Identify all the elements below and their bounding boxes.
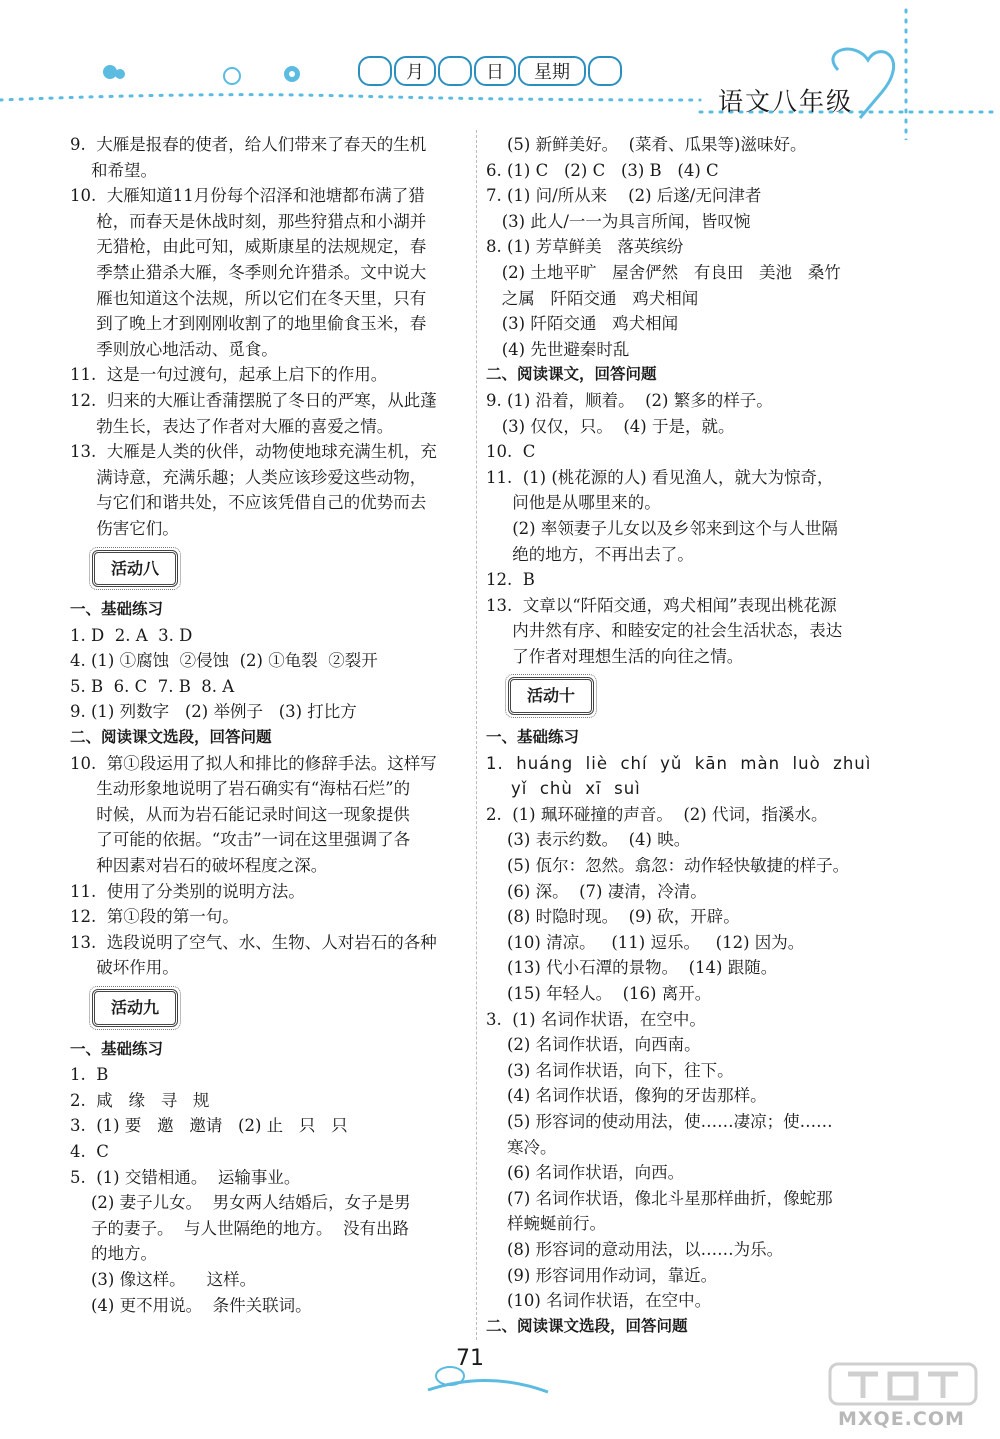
flower-icon bbox=[224, 68, 240, 84]
answer-line: (2) 率领妻子儿女以及乡邻来到这个与人世隔 bbox=[486, 518, 838, 538]
answer-line: 13. 大雁是人类的伙伴，动物使地球充满生机，充 bbox=[70, 442, 437, 462]
answer-line: 雁也知道这个法规，所以它们在冬天里，只有 bbox=[70, 288, 427, 308]
answer-line: 5. B 6. C 7. B 8. A bbox=[70, 676, 235, 696]
answer-line: 满诗意，充满乐趣；人类应该珍爱这些动物， bbox=[70, 467, 427, 487]
answer-line: 13. 选段说明了空气、水、生物、人对岩石的各种 bbox=[70, 932, 437, 952]
grade-title: 语文八年级 bbox=[718, 87, 854, 116]
left-column bbox=[70, 132, 468, 1318]
day-label: 日 bbox=[474, 56, 516, 86]
answer-line: 和希望。 bbox=[70, 160, 157, 180]
section-heading: 一、基础练习 bbox=[486, 728, 580, 747]
answer-line: 季则放心地活动、觅食。 bbox=[70, 339, 278, 359]
answer-line: 4. C bbox=[70, 1141, 109, 1161]
answer-line: (10) 名词作状语，在空中。 bbox=[486, 1291, 712, 1311]
answer-line: 样蜿蜒前行。 bbox=[486, 1214, 606, 1234]
answer-line: (8) 时隐时现。 (9) 砍，开辟。 bbox=[486, 907, 740, 927]
answer-line: (6) 名词作状语，向西。 bbox=[486, 1163, 685, 1183]
answer-line: (8) 形容词的意动用法，以……为乐。 bbox=[486, 1239, 784, 1259]
answer-line: 10. 第①段运用了拟人和排比的修辞手法。这样写 bbox=[70, 753, 437, 773]
answer-line: (5) 形容词的使动用法，使……凄凉；使…… bbox=[486, 1111, 833, 1131]
answer-line: 内井然有序、和睦安定的社会生活状态，表达 bbox=[486, 621, 843, 641]
answer-line: 13. 文章以“阡陌交通，鸡犬相闻”表现出桃花源 bbox=[486, 595, 837, 615]
answer-line: 无猎枪，由此可知，威斯康星的法规规定，春 bbox=[70, 237, 427, 257]
answer-line: 2. 咸 缘 寻 规 bbox=[70, 1090, 210, 1110]
activity-badge-row bbox=[486, 669, 886, 725]
answer-line: 7. (1) 问/所从来 (2) 后遂/无问津者 bbox=[486, 186, 762, 206]
answer-line: 10. C bbox=[486, 442, 536, 462]
answer-line: (6) 深。 (7) 凄清，冷清。 bbox=[486, 881, 707, 901]
answer-line: (5) 佤尔：忽然。翕忽：动作轻快敏捷的样子。 bbox=[486, 856, 850, 876]
answer-line: (4) 先世避秦时乱 bbox=[486, 339, 630, 359]
answer-line: (3) 阡陌交通 鸡犬相闻 bbox=[486, 314, 679, 334]
flower-icon bbox=[103, 65, 125, 79]
answer-line: 5. (1) 交错相通。 运输事业。 bbox=[70, 1167, 301, 1187]
answer-line: 与它们和谐共处，不应该凭借自己的优势而去 bbox=[70, 493, 427, 513]
activity-badge-row bbox=[70, 542, 468, 598]
answer-line: 时候，从而为岩石能记录时间这一现象提供 bbox=[70, 804, 410, 824]
page-header bbox=[0, 0, 1000, 140]
answer-line: 了可能的依据。“攻击”一词在这里强调了各 bbox=[70, 830, 411, 850]
answer-line: (7) 名词作状语，像北斗星那样曲折，像蛇那 bbox=[486, 1188, 833, 1208]
answer-line: 1. D 2. A 3. D bbox=[70, 625, 193, 645]
date-bar bbox=[358, 56, 622, 86]
answer-line: (4) 更不用说。 条件关联词。 bbox=[70, 1295, 312, 1315]
answer-line: (2) 名词作状语，向西南。 bbox=[486, 1035, 701, 1055]
answer-line: 破坏作用。 bbox=[70, 958, 179, 978]
answer-line: yǐ chù xī suì bbox=[486, 779, 641, 799]
answer-line: 季禁止猎杀大雁，冬季则允许猎杀。文中说大 bbox=[70, 262, 427, 282]
answer-line: 12. B bbox=[486, 570, 535, 590]
answer-line: (2) 妻子儿女。 男女两人结婚后，女子是男 bbox=[70, 1193, 411, 1213]
answer-line: 伤害它们。 bbox=[70, 518, 179, 538]
answer-line: 生动形象地说明了岩石确实有“海枯石烂”的 bbox=[70, 779, 411, 799]
answer-line: 了作者对理想生活的向往之情。 bbox=[486, 646, 744, 666]
answer-line: (2) 土地平旷 屋舍俨然 有良田 美池 桑竹 bbox=[486, 262, 841, 282]
section-heading: 一、基础练习 bbox=[70, 1039, 164, 1058]
answer-line: (3) 表示约数。 (4) 映。 bbox=[486, 830, 691, 850]
answer-line: 4. (1) ①腐蚀 ②侵蚀 (2) ①龟裂 ②裂开 bbox=[70, 651, 378, 671]
section-heading: 二、阅读课文，回答问题 bbox=[486, 365, 657, 384]
answer-line: (13) 代小石潭的景物。 (14) 跟随。 bbox=[486, 958, 778, 978]
answer-line: 的地方。 bbox=[70, 1244, 157, 1264]
page-number-swoosh bbox=[418, 1350, 558, 1400]
answer-line: (4) 名词作状语，像狗的牙齿那样。 bbox=[486, 1086, 767, 1106]
answer-line: (3) 名词作状语，向下，往下。 bbox=[486, 1060, 734, 1080]
answer-line: 子的妻子。 与人世隔绝的地方。 没有出路 bbox=[70, 1218, 409, 1238]
date-blank bbox=[588, 56, 622, 86]
answer-line: 9. 大雁是报春的使者，给人们带来了春天的生机 bbox=[70, 135, 427, 154]
section-heading: 二、阅读课文选段，回答问题 bbox=[486, 1316, 688, 1335]
answer-line: 勃生长，表达了作者对大雁的喜爱之情。 bbox=[70, 416, 394, 436]
answer-line: (3) 像这样。 这样。 bbox=[70, 1269, 257, 1289]
answer-line: 寒冷。 bbox=[486, 1137, 557, 1157]
date-blank bbox=[438, 56, 472, 86]
answer-line: 8. (1) 芳草鲜美 落英缤纷 bbox=[486, 237, 684, 257]
answer-line: 枪，而春天是休战时刻，那些狩猎点和小湖并 bbox=[70, 211, 427, 231]
date-blank bbox=[358, 56, 392, 86]
answer-line: 11. 这是一句过渡句，起承上启下的作用。 bbox=[70, 365, 388, 385]
flower-icon bbox=[284, 66, 300, 82]
activity-badge: 活动九 bbox=[92, 989, 178, 1027]
answer-line: 11. (1) (桃花源的人) 看见渔人，就大为惊奇， bbox=[486, 467, 834, 487]
right-column bbox=[486, 132, 886, 1339]
answer-line: (15) 年轻人。 (16) 离开。 bbox=[486, 984, 712, 1003]
answer-line: (3) 仅仅，只。 (4) 于是，就。 bbox=[486, 416, 735, 436]
section-heading: 二、阅读课文选段，回答问题 bbox=[70, 728, 272, 747]
answer-line: (10) 清凉。 (11) 逗乐。 (12) 因为。 bbox=[486, 932, 805, 952]
answer-line: 种因素对岩石的破坏程度之深。 bbox=[70, 856, 328, 876]
answer-line: (5) 新鲜美好。 (菜肴、瓜果等)滋味好。 bbox=[486, 135, 807, 154]
activity-badge: 活动八 bbox=[92, 550, 178, 588]
column-divider bbox=[476, 130, 477, 1340]
answer-line: (3) 此人/一一为具言所闻，皆叹惋 bbox=[486, 211, 751, 231]
watermark-text: MXQE.COM bbox=[838, 1408, 965, 1430]
answer-line: 9. (1) 沿着，顺着。 (2) 繁多的样子。 bbox=[486, 390, 773, 410]
activity-badge-row bbox=[70, 981, 468, 1037]
answer-line: 3. (1) 要 邀 邀请 (2) 止 只 只 bbox=[70, 1116, 348, 1136]
answer-line: 绝的地方，不再出去了。 bbox=[486, 544, 694, 564]
answer-line: 6. (1) C (2) C (3) B (4) C bbox=[486, 160, 719, 180]
answer-line: 到了晚上才到刚刚收割了的地里偷食玉米，春 bbox=[70, 314, 427, 334]
section-heading: 一、基础练习 bbox=[70, 600, 164, 619]
answer-line: 1. B bbox=[70, 1065, 109, 1085]
answer-line: 1. huáng liè chí yǔ kān màn luò zhuì bbox=[486, 753, 872, 773]
answer-line: 12. 第①段的第一句。 bbox=[70, 907, 239, 927]
answer-line: 3. (1) 名词作状语，在空中。 bbox=[486, 1009, 706, 1029]
answer-line: 问他是从哪里来的。 bbox=[486, 493, 661, 513]
answer-line: 9. (1) 列数字 (2) 举例子 (3) 打比方 bbox=[70, 702, 357, 722]
answer-line: 11. 使用了分类别的说明方法。 bbox=[70, 881, 305, 901]
weekday-label: 星期 bbox=[518, 56, 586, 86]
month-label: 月 bbox=[394, 56, 436, 86]
answer-line: 之属 阡陌交通 鸡犬相闻 bbox=[486, 288, 699, 308]
activity-badge: 活动十 bbox=[508, 677, 594, 715]
answer-line: (9) 形容词用作动词，靠近。 bbox=[486, 1265, 718, 1285]
answer-line: 2. (1) 珮环碰撞的声音。 (2) 代词，指溪水。 bbox=[486, 804, 828, 824]
answer-line: 10. 大雁知道11月份每个沼泽和池塘都布满了猎 bbox=[70, 186, 425, 206]
answer-line: 12. 归来的大雁让香蒲摆脱了冬日的严寒，从此蓬 bbox=[70, 390, 437, 410]
page-number: 71 bbox=[456, 1346, 484, 1371]
